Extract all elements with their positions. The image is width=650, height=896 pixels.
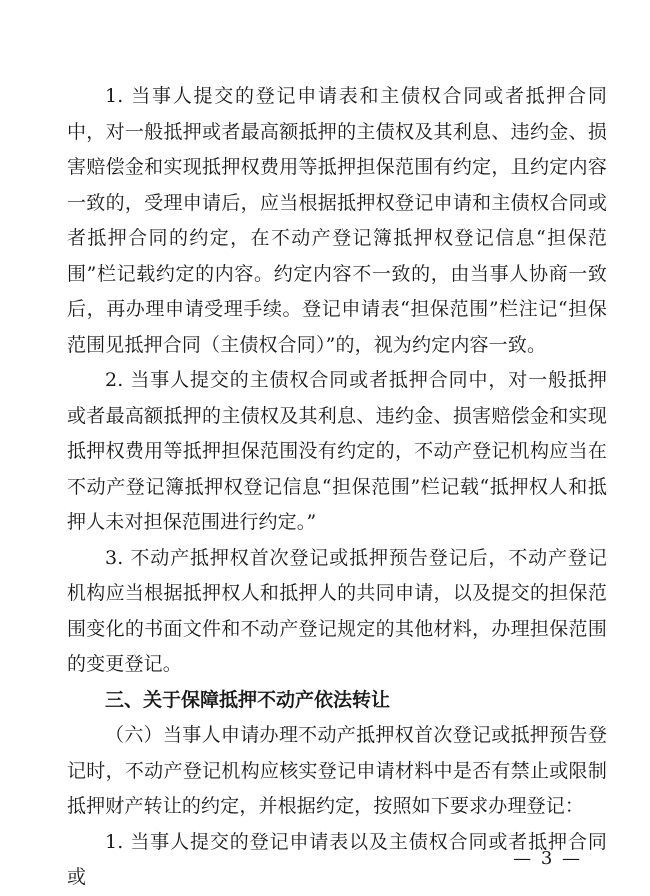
section-heading: 三、关于保障抵押不动产依法转让	[105, 688, 391, 711]
paragraph-2: 2. 当事人提交的主债权合同或者抵押合同中，对一般抵押或者最高额抵押的主债权及其利息、违约金、损害赔偿金和实现抵押权费用等抵押担保范围没有约定的，不动产登记机构应当在不动产登记簿抵押权登记信息“担保范围”栏记载“抵押权人和抵押人未对担保范围进行约定。”	[67, 369, 607, 533]
paragraph-5: 1. 当事人提交的登记申请表以及主债权合同或者抵押合同或	[67, 830, 607, 888]
paragraph-3: 3. 不动产抵押权首次登记或抵押预告登记后，不动产登记机构应当根据抵押权人和抵押人的共同申请，以及提交的担保范围变化的书面文件和不动产登记规定的其他材料，办理担保范围的变更登记。	[67, 546, 607, 675]
document-page	[67, 0, 607, 896]
paragraph-1: 1. 当事人提交的登记申请表和主债权合同或者抵押合同中，对一般抵押或者最高额抵押的主债权及其利息、违约金、损害赔偿金和实现抵押权费用等抵押担保范围有约定，且约定内容一致的，受理申请后，应当根据抵押权登记申请和主债权合同或者抵押合同的约定，在不动产登记簿抵押权登记信息“担保范围”栏记载约定的内容。约定内容不一致的，由当事人协商一致后，再办理申请受理手续。登记申请表“担保范围”栏注记“担保范围见抵押合同（主债权合同）”的，视为约定内容一致。	[67, 85, 607, 356]
paragraph-4: （六）当事人申请办理不动产抵押权首次登记或抵押预告登记时，不动产登记机构应核实登记申请材料中是否有禁止或限制抵押财产转让的约定，并根据约定，按照如下要求办理登记：	[67, 724, 607, 817]
page-number: — 3 —	[513, 848, 582, 869]
